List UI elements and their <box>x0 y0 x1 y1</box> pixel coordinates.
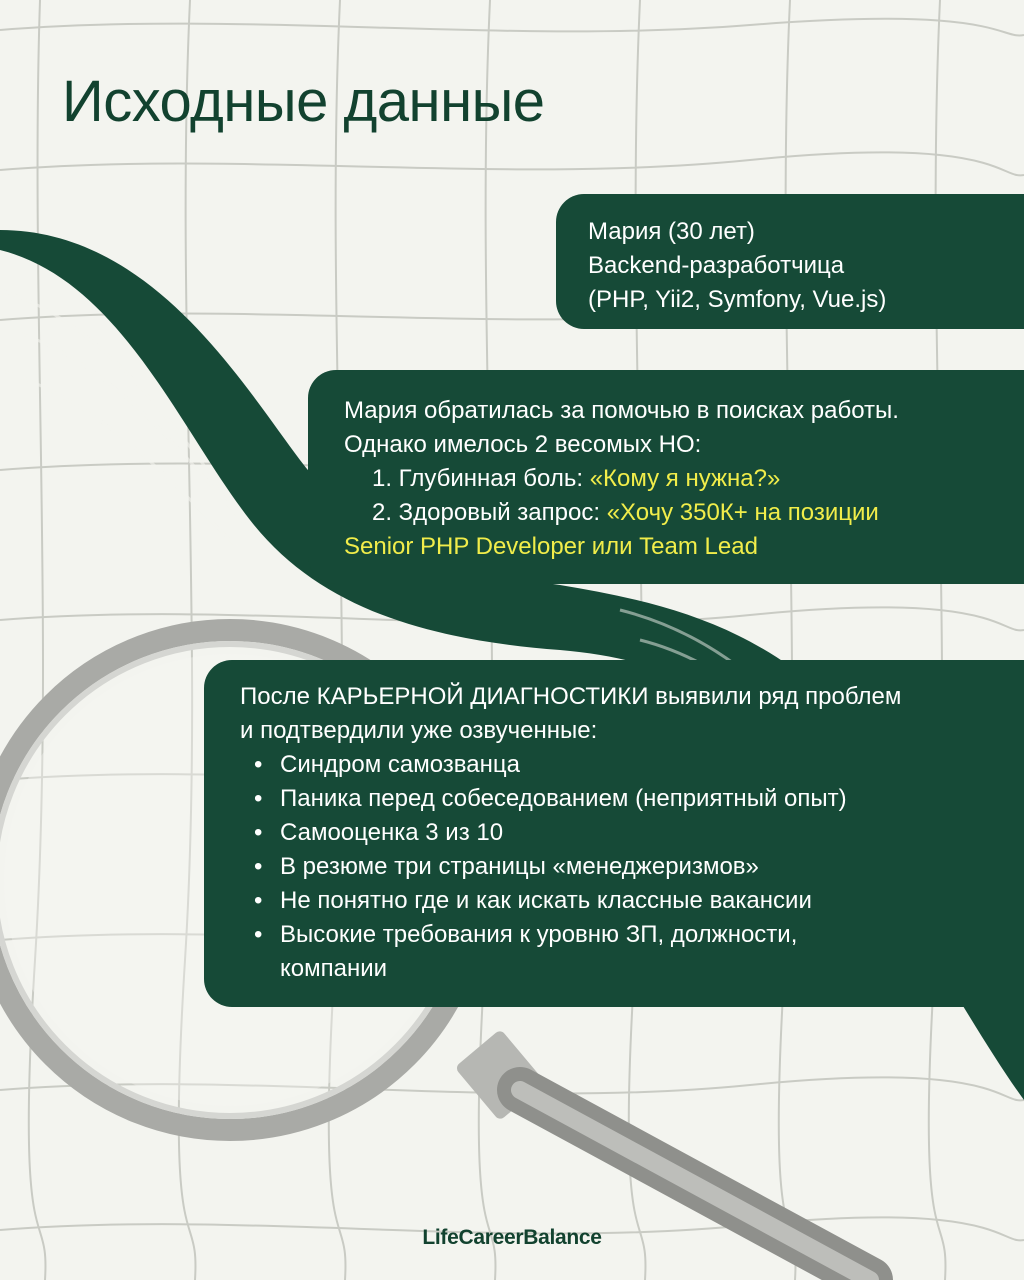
list-item: • Паника перед собеседованием (неприятный опыт) <box>240 782 1024 816</box>
request-subtitle: Однако имелось 2 весомых НО: <box>344 431 702 458</box>
diagnostics-intro-line2: и подтвердили уже озвученные: <box>240 717 598 744</box>
request-item-pain <box>344 462 1024 496</box>
list-item: • Высокие требования к уровню ЗП, должности, компании <box>240 918 900 986</box>
request-item-goal-quote: «Хочу 350К+ на позиции <box>606 499 879 526</box>
profile-name-age: Мария (30 лет) <box>588 218 755 245</box>
list-item: • Не понятно где и как искать классные вакансии <box>240 884 1024 918</box>
list-item: • В резюме три страницы «менеджеризмов» <box>240 850 1024 884</box>
request-intro: Мария обратилась за помочью в поисках работы. <box>344 397 899 424</box>
brand-logo-text: LifeCareerBalance <box>422 1226 602 1249</box>
request-item-goal <box>344 496 1024 530</box>
profile-stack: (PHP, Yii2, Symfony, Vue.js) <box>588 286 887 313</box>
diagnostics-list <box>240 748 1024 986</box>
diagnostics-intro-line1: После КАРЬЕРНОЙ ДИАГНОСТИКИ выявили ряд проблем <box>240 683 902 710</box>
list-item: • Синдром самозванца <box>240 748 1024 782</box>
page-title: Исходные данные <box>62 69 545 134</box>
request-item-pain-quote: «Кому я нужна?» <box>589 465 781 492</box>
request-card <box>308 370 1024 584</box>
request-item-goal-label: 2. Здоровый запрос: <box>372 499 607 526</box>
request-item-pain-label: 1. Глубинная боль: <box>372 465 590 492</box>
profile-role: Backend-разработчица <box>588 252 845 279</box>
profile-card <box>556 194 1024 329</box>
list-item: • Самооценка 3 из 10 <box>240 816 1024 850</box>
request-item-goal-quote-cont: Senior PHP Developer или Team Lead <box>344 533 758 560</box>
diagnostics-card <box>204 660 1024 1007</box>
